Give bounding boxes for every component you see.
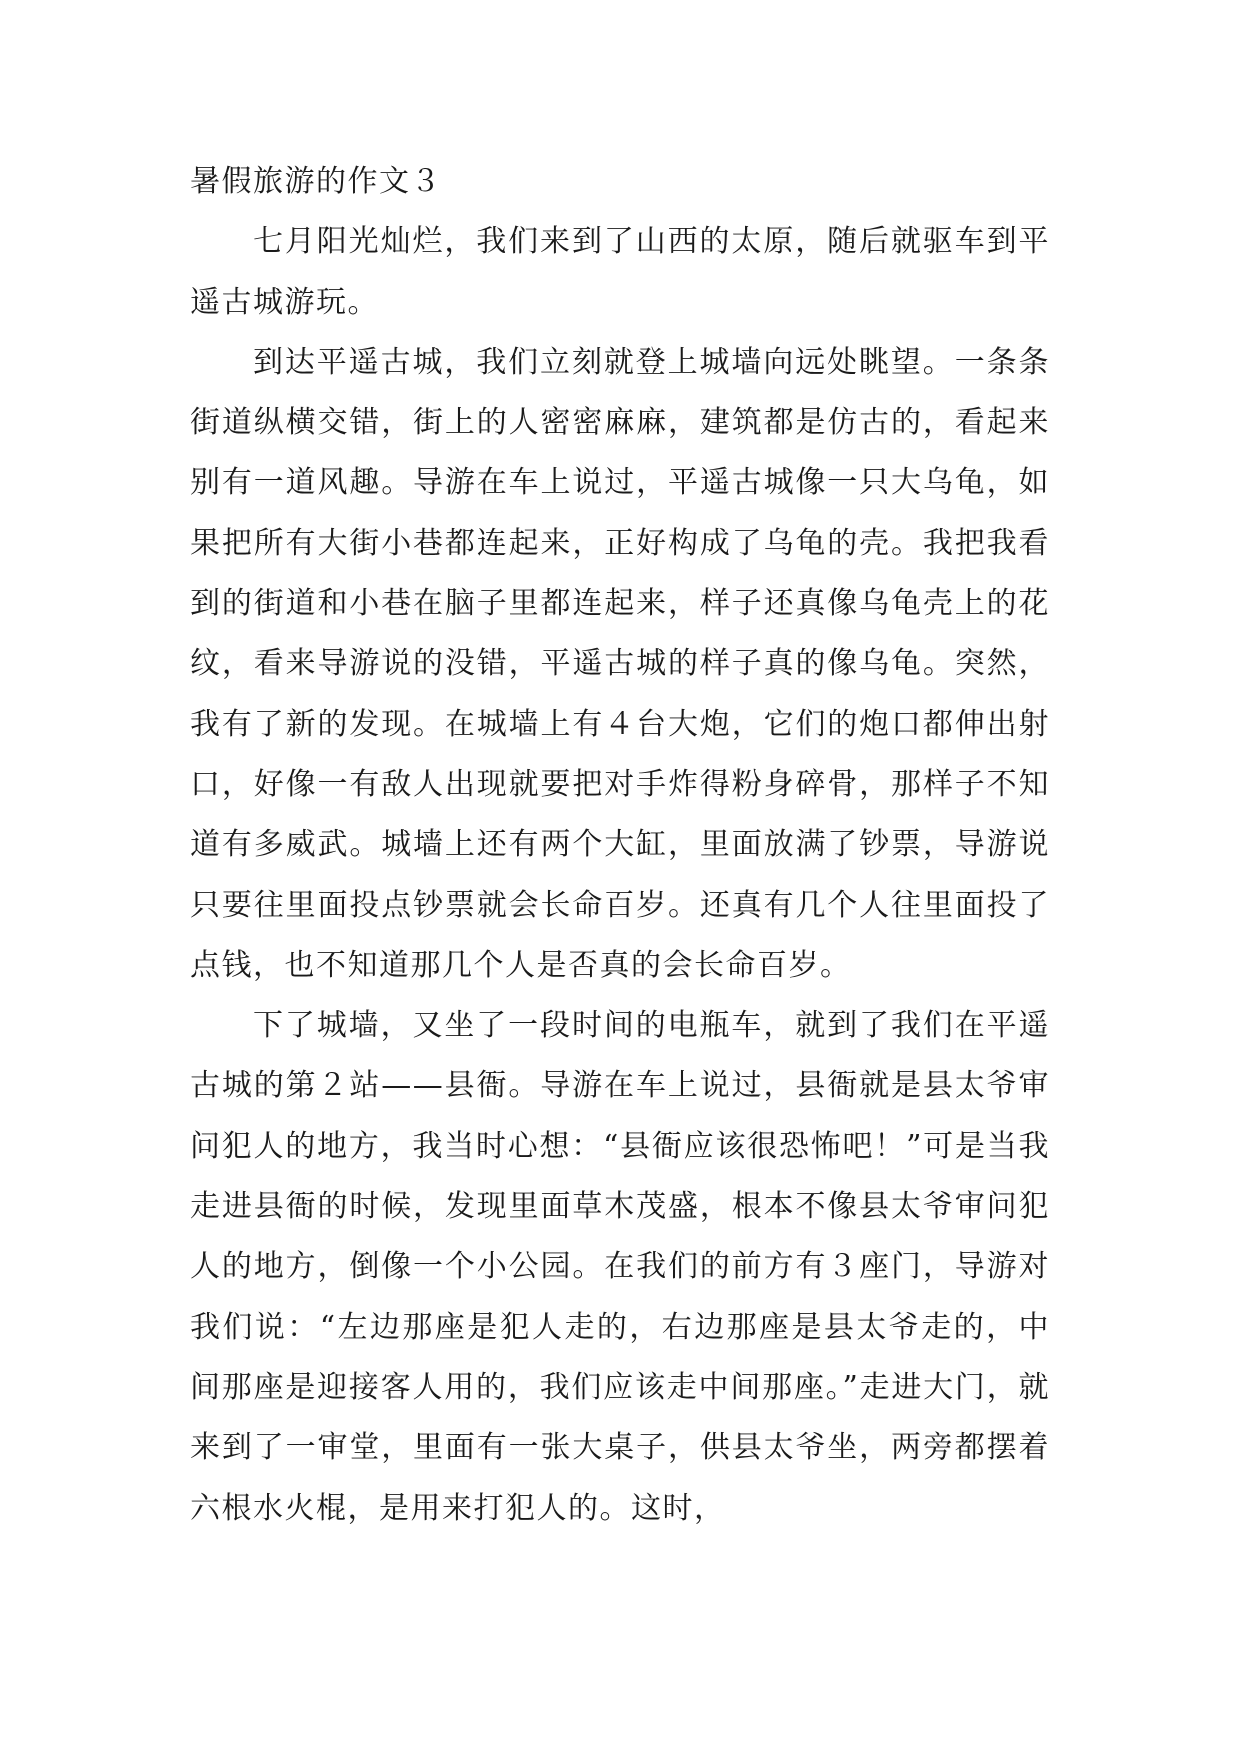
paragraph-3: 下了城墙，又坐了一段时间的电瓶车，就到了我们在平遥古城的第２站——县衙。导游在车上说过，县衙就是县太爷审问犯人的地方，我当时心想：“县衙应该很恐怖吧！”可是当我走进县衙的时候，发现里面草木茂盛，根本不像县太爷审问犯人的地方，倒像一个小公园。在我们的前方有３座门，导游对我们说：“左边那座是犯人走的，右边那座是县太爷走的，中间那座是迎接客人用的，我们应该走中间那座。”走进大门，就来到了一审堂，里面有一张大桌子，供县太爷坐，两旁都摆着六根水火棍，是用来打犯人的。这时， bbox=[190, 1008, 1050, 1526]
document-title: 暑假旅游的作文３ bbox=[190, 164, 442, 199]
paragraph-1: 七月阳光灿烂，我们来到了山西的太原，随后就驱车到平遥古城游玩。 bbox=[190, 224, 1050, 320]
document-body bbox=[190, 152, 1050, 1539]
paragraph-2: 到达平遥古城，我们立刻就登上城墙向远处眺望。一条条街道纵横交错，街上的人密密麻麻，建筑都是仿古的，看起来别有一道风趣。导游在车上说过，平遥古城像一只大乌龟，如果把所有大街小巷都连起来，正好构成了乌龟的壳。我把我看到的街道和小巷在脑子里都连起来，样子还真像乌龟壳上的花纹，看来导游说的没错，平遥古城的样子真的像乌龟。突然，我有了新的发现。在城墙上有４台大炮，它们的炮口都伸出射口，好像一有敌人出现就要把对手炸得粉身碎骨，那样子不知道有多威武。城墙上还有两个大缸，里面放满了钞票，导游说只要往里面投点钞票就会长命百岁。还真有几个人往里面投了点钱，也不知道那几个人是否真的会长命百岁。 bbox=[190, 344, 1050, 983]
